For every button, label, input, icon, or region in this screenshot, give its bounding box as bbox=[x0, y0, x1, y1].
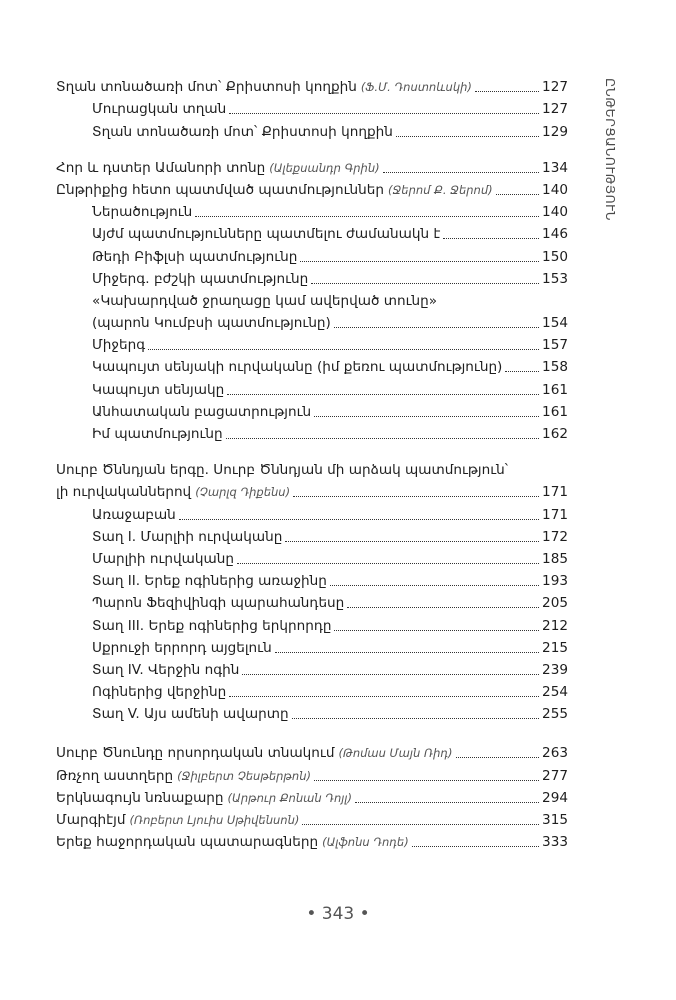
entry-title: Անհատական բացատրություն bbox=[92, 403, 312, 420]
entry-title: Սուրբ Ծննդյան երգը. Սուրբ Ծննդյան մի արձակ պատմություն՝ bbox=[56, 462, 508, 479]
toc-subentry bbox=[56, 546, 568, 568]
toc-entry bbox=[56, 785, 568, 807]
dot-leader bbox=[443, 237, 539, 239]
entry-title: Երկնագույն նռնաքարը bbox=[56, 789, 224, 806]
entry-author: (Ալեքսանդր Գրին) bbox=[269, 160, 380, 175]
toc-entry bbox=[56, 762, 568, 784]
entry-author: (Արթուր Քոնան Դոյլ) bbox=[227, 790, 353, 805]
toc-subentry bbox=[56, 243, 568, 265]
entry-page-number: 239 bbox=[542, 661, 568, 678]
entry-title: «Կախարդված ջրաղացը կամ ավերված տունը» bbox=[92, 292, 438, 309]
entry-title: Այժմ պատմությունները պատմելու ժամանակն է bbox=[92, 226, 441, 243]
entry-author: (Ջերոմ Ք. Ջերոմ) bbox=[387, 182, 493, 197]
dot-leader bbox=[302, 823, 539, 825]
entry-page-number: 171 bbox=[542, 484, 568, 501]
toc-entry bbox=[56, 807, 568, 829]
entry-page-number: 263 bbox=[542, 745, 568, 762]
entry-title: Պարոն Ֆեզիվինգի պարահանդեսը bbox=[92, 595, 345, 612]
entry-author: (Ֆ.Մ. Դոստոևսկի) bbox=[360, 80, 472, 95]
dot-leader bbox=[355, 801, 539, 803]
entry-page-number: 254 bbox=[542, 684, 568, 701]
dot-leader bbox=[412, 845, 539, 847]
entry-page-number: 127 bbox=[542, 79, 568, 96]
entry-page-number: 161 bbox=[542, 403, 568, 420]
entry-title: Սուրբ Ծնունդը որսորդական տնակում bbox=[56, 745, 335, 762]
entry-title: Թեդի Բիֆլսի պատմությունը bbox=[92, 248, 298, 265]
dot-leader bbox=[314, 779, 539, 781]
entry-page-number: 172 bbox=[542, 528, 568, 545]
entry-page-number: 134 bbox=[542, 159, 568, 176]
entry-page-number: 157 bbox=[542, 337, 568, 354]
entry-author: (Ալֆոնս Դոդե) bbox=[322, 835, 409, 850]
entry-title: Տաղ I. Մարլիի ուրվականը bbox=[92, 528, 283, 545]
dot-leader bbox=[496, 193, 539, 195]
entry-page-number: 146 bbox=[542, 226, 568, 243]
entry-page-number: 171 bbox=[542, 506, 568, 523]
entry-title: Ներածություն bbox=[92, 204, 193, 221]
entry-page-number: 277 bbox=[542, 767, 568, 784]
entry-title: Մարլիի ուրվականը bbox=[92, 550, 234, 567]
toc-entry bbox=[56, 177, 568, 199]
entry-page-number: 127 bbox=[542, 101, 568, 118]
entry-author: (Թոմաս Մայն Ռիդ) bbox=[338, 746, 453, 761]
entry-page-number: 185 bbox=[542, 550, 568, 567]
entry-page-number: 154 bbox=[542, 315, 568, 332]
table-of-contents bbox=[56, 74, 568, 851]
toc-subentry bbox=[56, 701, 568, 723]
toc-subentry bbox=[56, 612, 568, 634]
entry-title: Թռչող աստղերը bbox=[56, 767, 174, 784]
toc-subentry bbox=[56, 501, 568, 523]
entry-page-number: 294 bbox=[542, 789, 568, 806]
entry-page-number: 162 bbox=[542, 426, 568, 442]
toc-subentry bbox=[56, 421, 568, 443]
entry-title: Տաղ II. Երեք ոգիներից առաջինը bbox=[92, 573, 327, 590]
entry-title: Մարգիէյմ bbox=[56, 812, 126, 828]
dot-leader bbox=[383, 171, 539, 173]
dot-leader bbox=[195, 215, 539, 217]
entry-title: Տղան տոնածառի մոտ՝ Քրիստոսի կողքին bbox=[92, 123, 393, 140]
entry-page-number: 158 bbox=[542, 359, 568, 376]
dot-leader bbox=[456, 756, 540, 758]
toc-subentry bbox=[56, 524, 568, 546]
dot-leader bbox=[292, 717, 539, 719]
dot-leader bbox=[242, 673, 539, 675]
toc-entry bbox=[56, 479, 568, 501]
entry-title: Տաղ V. Այս ամենի ավարտը bbox=[92, 706, 289, 723]
toc-entry bbox=[56, 457, 568, 479]
toc-subentry bbox=[56, 679, 568, 701]
entry-page-number: 205 bbox=[542, 595, 568, 612]
entry-page-number: 212 bbox=[542, 617, 568, 634]
page-number: • 343 • bbox=[306, 904, 370, 924]
dot-leader bbox=[330, 584, 539, 586]
entry-title: Տաղ III. Երեք ոգիներից երկրորդը bbox=[92, 617, 332, 634]
dot-leader bbox=[311, 282, 539, 284]
entry-page-number: 150 bbox=[542, 248, 568, 265]
entry-title: Կապույտ սենյակի ուրվականը (իմ քեռու պատմությունը) bbox=[92, 359, 503, 376]
dot-leader bbox=[229, 112, 539, 114]
entry-page-number: 215 bbox=[542, 639, 568, 656]
entry-page-number: 129 bbox=[542, 123, 568, 140]
dot-leader bbox=[334, 326, 539, 328]
entry-title: Սքրուջի երրորդ այցելուն bbox=[92, 639, 272, 656]
toc-subentry bbox=[56, 635, 568, 657]
toc-subentry bbox=[56, 657, 568, 679]
entry-title: Մուրացկան տղան bbox=[92, 101, 227, 118]
section-gap bbox=[56, 723, 568, 740]
dot-leader bbox=[227, 393, 539, 395]
entry-author: (Ջիլբերտ Չեսթերթոն) bbox=[177, 768, 311, 783]
toc-entry bbox=[56, 829, 568, 851]
entry-title: Տղան տոնածառի մոտ՝ Քրիստոսի կողքին bbox=[56, 79, 357, 96]
dot-leader bbox=[229, 695, 539, 697]
running-title: ԸՆԹԵՐՑԱՆՈՒԹՅՈՒՆ bbox=[603, 78, 618, 221]
dot-leader bbox=[505, 370, 539, 372]
section-gap bbox=[56, 141, 568, 155]
dot-leader bbox=[179, 518, 539, 520]
entry-author: (Չարլզ Դիքենս) bbox=[195, 485, 291, 500]
entry-title: Միջերգ․ բժշկի պատմությունը bbox=[92, 270, 309, 287]
entry-page-number: 140 bbox=[542, 204, 568, 221]
entry-title: Իմ պատմությունը bbox=[92, 426, 223, 442]
dot-leader bbox=[293, 495, 539, 497]
entry-title: Կապույտ սենյակը bbox=[92, 381, 225, 398]
dot-leader bbox=[226, 437, 539, 439]
toc-subentry bbox=[56, 288, 568, 310]
toc-subentry bbox=[56, 568, 568, 590]
toc-subentry bbox=[56, 332, 568, 354]
entry-page-number: 315 bbox=[542, 812, 568, 828]
entry-title: լի ուրվականներով bbox=[56, 484, 192, 501]
toc-subentry bbox=[56, 221, 568, 243]
toc-entry bbox=[56, 155, 568, 177]
entry-page-number: 255 bbox=[542, 706, 568, 723]
dot-leader bbox=[285, 540, 539, 542]
toc-entry bbox=[56, 740, 568, 762]
toc-subentry bbox=[56, 310, 568, 332]
dot-leader bbox=[334, 629, 539, 631]
entry-title: Ոգիներից վերջինը bbox=[92, 684, 227, 701]
dot-leader bbox=[300, 260, 539, 262]
toc-subentry bbox=[56, 266, 568, 288]
entry-page-number: 333 bbox=[542, 834, 568, 851]
toc-subentry bbox=[56, 354, 568, 376]
dot-leader bbox=[396, 135, 539, 137]
entry-title: Տաղ IV. Վերջին ոգին bbox=[92, 661, 240, 678]
dot-leader bbox=[347, 606, 539, 608]
entry-title: Ընթրիքից հետո պատմված պատմություններ bbox=[56, 181, 384, 198]
dot-leader bbox=[148, 348, 539, 350]
toc-subentry bbox=[56, 376, 568, 398]
entry-title: (պարոն Կումբսի պատմությունը) bbox=[92, 315, 331, 332]
entry-title: Միջերգ bbox=[92, 337, 146, 354]
entry-page-number: 153 bbox=[542, 270, 568, 287]
toc-subentry bbox=[56, 118, 568, 140]
entry-title: Երեք հաջորդական պատարագները bbox=[56, 834, 319, 851]
toc-subentry bbox=[56, 96, 568, 118]
dot-leader bbox=[475, 90, 539, 92]
toc-entry bbox=[56, 74, 568, 96]
entry-page-number: 140 bbox=[542, 181, 568, 198]
entry-page-number: 161 bbox=[542, 381, 568, 398]
entry-author: (Ռոբերտ Լյուիս Սթիվենսոն) bbox=[129, 813, 300, 827]
toc-subentry bbox=[56, 199, 568, 221]
entry-title: Հոր և դստեր Ամանորի տոնը bbox=[56, 159, 266, 176]
dot-leader bbox=[275, 651, 539, 653]
section-gap bbox=[56, 443, 568, 457]
entry-title: Առաջաբան bbox=[92, 506, 176, 523]
toc-subentry bbox=[56, 399, 568, 421]
entry-page-number: 193 bbox=[542, 573, 568, 590]
dot-leader bbox=[314, 415, 539, 417]
toc-subentry bbox=[56, 590, 568, 612]
dot-leader bbox=[237, 562, 539, 564]
